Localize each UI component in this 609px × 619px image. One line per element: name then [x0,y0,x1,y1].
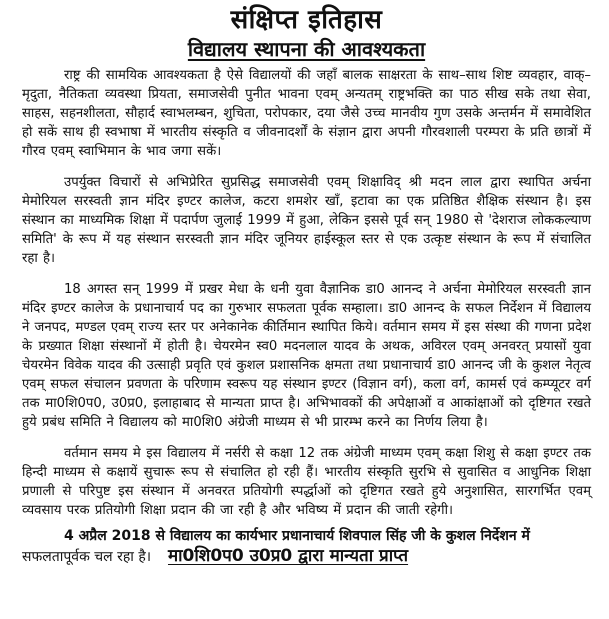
paragraph-need: राष्ट्र की सामयिक आवश्यकता है ऐसे विद्यालयों की जहाँ बालक साक्षरता के साथ–साथ शिष्ट व्यवहार, वाक्–मृदुता, नैतिकता व्यवस्था प्रियता, समाजसेवी पुनीत भावना एवम् अन्यतम् राष्ट्रभक्ति का पाठ सीख सके तथा सेवा, साहस, सहनशीलता, सौहार्द स्वाभलम्बन, शुचिता, परोपकार, दया जैसे उच्च मानवीय गुण उसके अन्तर्मन में समावेशित हो सकें साथ ही स्वभाषा में भारतीय संस्कृति व जीवनादर्शों के संज्ञान द्वारा अपनी गौरवशाली परम्परा के प्रति छात्रों में गौरव एवम् स्वाभिमान के भाव जगा सकें। [22,68,591,159]
paragraph-leadership: 18 अगस्त सन् 1999 में प्रखर मेधा के धनी युवा वैज्ञानिक डा0 आनन्द ने अर्चना मेमोरियल सरस्वती ज्ञान मंदिर इण्टर कालेज के प्रधानाचार्य पद का गुरुभार सफलता पूर्वक सम्हाला। डा0 आनन्द के सफल निर्देशन में विद्यालय ने जनपद, मण्डल एवम् राज्य स्तर पर अनेकानेक कीर्तिमान स्थापित किये। वर्तमान समय में इस संस्था की गणना प्रदेश के प्रख्यात शिक्षा संस्थानों में होती है। चेयरमेन स्व0 मदनलाल यादव के अथक, अविरल एवम् अनवरत् प्रयासों युवा चेयरमेन विवेक यादव की उत्साही प्रवृति एवं कुशल प्रशासनिक क्षमता तथा प्रधानाचार्य डा0 आनन्द जी के कुशल नेतृत्व एवम् सफल संचालन प्रवणता के परिणाम स्वरूप यह संस्थान इण्टर (विज्ञान वर्ग), कला वर्ग, कामर्स एवं कम्प्यूटर वर्ग तक मा0शि0प0, उ0प्र0, इलाहाबाद से मान्यता प्राप्त है। अभिभावकों की अपेक्षाओं व आकांक्षाओं को दृष्टिगत रखते हुये प्रबंध समिति ने विद्यालय को मा0शि0 अंग्रेजी माध्यम से भी प्रारम्भ करने का निर्णय लिया है। [22,282,591,430]
closing-bold-text: 4 अप्रैल 2018 से विद्यालय का कार्यभार प्रधानाचार्य शिवपाल सिंह जी के कुशल निर्देशन में [64,528,530,544]
section-heading: विद्यालय स्थापना की आवश्यकता [187,37,426,61]
paragraph-current: वर्तमान समय मे इस विद्यालय में नर्सरी से कक्षा 12 तक अंग्रेजी माध्यम एवम् कक्षा शिशु से कक्षा इण्टर तक हिन्दी माध्यम से कक्षायें सुचारू रूप से संचालित हो रही हैं। भारतीय संस्कृति सुरभि से सुवासित व आधुनिक शिक्षा प्रणाली से परिपुष्ट इस संस्थान में अनवरत प्रतियोगी स्पर्द्धाओं को दृष्टिगत रखते हुये अनुशासित, सारगर्भित एवम् व्यवसाय परक प्रतियोगी शिक्षा प्रदान की जा रही है और भविष्य में प्रदान की जाती रहेगी। [22,446,591,518]
closing-statement [22,526,591,567]
paragraph-founding: उपर्युक्त विचारों से अभिप्रेरित सुप्रसिद्ध समाजसेवी एवम् शिक्षाविद् श्री मदन लाल द्वारा स्थापित अर्चना मेमोरियल सरस्वती ज्ञान मंदिर इण्टर कालेज, कटरा शमशेर खाँ, इटावा का एक प्रतिष्ठित शैक्षिक संस्थान है। इस संस्थान का माध्यमिक शिक्षा में पदार्पण जुलाई 1999 में हुआ, लेकिन इससे पूर्व सन् 1980 से 'देशराज लोककल्याण समिति' के रूप में यह संस्थान सरस्वती ज्ञान मंदिर जूनियर हाईस्कूल स्तर से एक उत्कृष्ट संस्थान के रूप में संचालित रहा है। [22,175,591,266]
approval-badge-text: मा0शि0प0 उ0प्र0 द्वारा मान्यता प्राप्त [167,546,409,566]
page-title: संक्षिप्त इतिहास [230,5,383,35]
closing-tail-text: सफलतापूर्वक चल रहा है। [22,549,152,565]
